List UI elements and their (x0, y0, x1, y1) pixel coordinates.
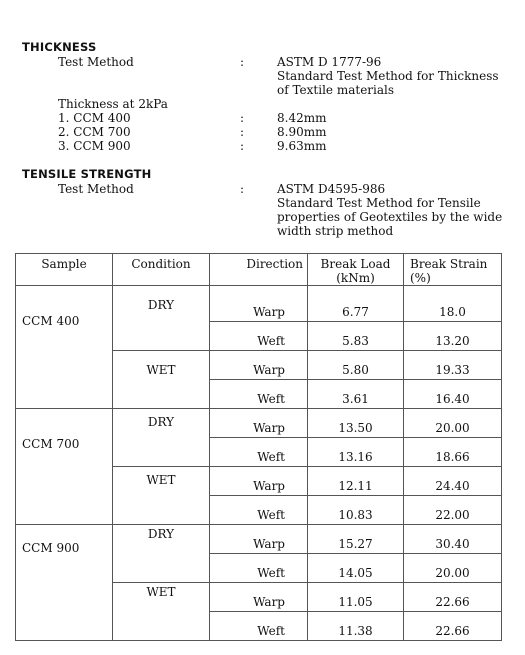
thickness-sub-label: Thickness at 2kPa (58, 97, 168, 111)
table-row (16, 525, 502, 554)
direction-cell: Warp (210, 583, 308, 612)
thickness-item-label: 2. CCM 700 (58, 125, 131, 139)
header-direction: Direction (210, 254, 308, 286)
direction-cell: Weft (210, 438, 308, 467)
direction-cell: Warp (210, 525, 308, 554)
break-strain-cell: 19.33 (404, 351, 502, 380)
break-load-cell: 5.83 (308, 322, 404, 351)
break-strain-cell: 20.00 (404, 409, 502, 438)
header-break-load-line1: Break Load (320, 257, 391, 271)
thickness-method-label: Test Method (58, 55, 134, 69)
break-strain-cell: 22.66 (404, 612, 502, 641)
thickness-item-value: 8.42mm (277, 111, 327, 125)
break-strain-cell: 20.00 (404, 554, 502, 583)
break-load-cell: 11.05 (308, 583, 404, 612)
thickness-item-colon: : (240, 111, 245, 125)
table-header-row (16, 254, 502, 286)
break-load-cell: 11.38 (308, 612, 404, 641)
sample-cell: CCM 700 (16, 409, 113, 525)
condition-cell: WET (113, 351, 210, 409)
tensile-results-table (15, 253, 502, 641)
thickness-heading: THICKNESS (22, 40, 97, 54)
sample-cell: CCM 400 (16, 286, 113, 409)
tensile-heading: TENSILE STRENGTH (22, 167, 152, 181)
break-strain-cell: 18.66 (404, 438, 502, 467)
thickness-item-colon: : (240, 125, 245, 139)
thickness-item-colon: : (240, 139, 245, 153)
break-load-cell: 3.61 (308, 380, 404, 409)
header-break-load-unit: (kNm) (336, 271, 375, 285)
header-condition: Condition (113, 254, 210, 286)
break-load-cell: 6.77 (308, 286, 404, 322)
sample-cell: CCM 900 (16, 525, 113, 641)
condition-cell: WET (113, 583, 210, 641)
direction-cell: Warp (210, 286, 308, 322)
break-load-cell: 10.83 (308, 496, 404, 525)
tensile-method-desc-2: properties of Geotextiles by the wide (277, 210, 503, 224)
break-strain-cell: 24.40 (404, 467, 502, 496)
thickness-item-label: 1. CCM 400 (58, 111, 131, 125)
direction-cell: Weft (210, 496, 308, 525)
break-load-cell: 12.11 (308, 467, 404, 496)
header-sample: Sample (16, 254, 113, 286)
tensile-method-colon: : (240, 182, 245, 196)
tensile-method-code: ASTM D4595-986 (277, 182, 386, 196)
direction-cell: Weft (210, 554, 308, 583)
break-strain-cell: 22.66 (404, 583, 502, 612)
break-strain-cell: 22.00 (404, 496, 502, 525)
tensile-method-label: Test Method (58, 182, 134, 196)
thickness-item-value: 9.63mm (277, 139, 327, 153)
condition-cell: WET (113, 467, 210, 525)
break-load-cell: 14.05 (308, 554, 404, 583)
tensile-method-desc-1: Standard Test Method for Tensile (277, 196, 481, 210)
direction-cell: Warp (210, 409, 308, 438)
condition-cell: DRY (113, 409, 210, 467)
direction-cell: Weft (210, 612, 308, 641)
break-strain-cell: 30.40 (404, 525, 502, 554)
header-break-strain-unit: (%) (410, 271, 431, 285)
direction-cell: Weft (210, 380, 308, 409)
direction-cell: Warp (210, 351, 308, 380)
break-load-cell: 15.27 (308, 525, 404, 554)
header-break-load (308, 254, 404, 286)
break-load-cell: 13.50 (308, 409, 404, 438)
thickness-item-label: 3. CCM 900 (58, 139, 131, 153)
thickness-method-desc-1: Standard Test Method for Thickness (277, 69, 499, 83)
break-strain-cell: 18.0 (404, 286, 502, 322)
break-strain-cell: 13.20 (404, 322, 502, 351)
table-row (16, 286, 502, 322)
break-load-cell: 13.16 (308, 438, 404, 467)
condition-cell: DRY (113, 525, 210, 583)
direction-cell: Weft (210, 322, 308, 351)
break-load-cell: 5.80 (308, 351, 404, 380)
thickness-method-desc-2: of Textile materials (277, 83, 395, 97)
header-break-strain (404, 254, 502, 286)
direction-cell: Warp (210, 467, 308, 496)
thickness-method-colon: : (240, 55, 245, 69)
condition-cell: DRY (113, 286, 210, 351)
thickness-item-value: 8.90mm (277, 125, 327, 139)
thickness-method-code: ASTM D 1777-96 (277, 55, 382, 69)
header-break-strain-line1: Break Strain (410, 257, 488, 271)
tensile-method-desc-3: width strip method (277, 224, 394, 238)
table-row (16, 409, 502, 438)
break-strain-cell: 16.40 (404, 380, 502, 409)
